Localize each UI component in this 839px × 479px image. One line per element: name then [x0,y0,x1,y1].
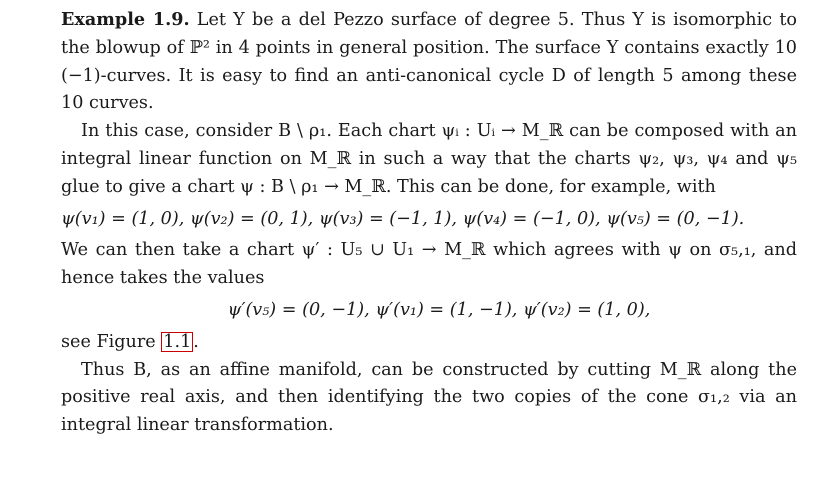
paper-body [61,6,797,440]
equation-psi-values: ψ(v₁) = (1, 0), ψ(v₂) = (0, 1), ψ(v₃) = (−1, 1), ψ(v₄) = (−1, 0), ψ(v₅) = (0, −1). [61,208,745,229]
chart-paragraph: In this case, consider B \ ρ₁. Each chart ψᵢ : Uᵢ → M_ℝ can be composed with an integral linear function on M_ℝ in such a way that the charts ψ₂, ψ₃, ψ₄ and ψ₅ glue to give a chart ψ : B \ ρ₁ → M_ℝ. This can be done, for example, with [61,121,797,197]
figure-reference-line [61,329,797,357]
figure-ref-prefix: see Figure [61,331,156,352]
chart-psi-prime-paragraph: We can then take a chart ψ′ : U₅ ∪ U₁ → M_ℝ which agrees with ψ on σ₅,₁, and hence takes the values [61,240,797,289]
equation-psi-prime-values: ψ′(v₅) = (0, −1), ψ′(v₁) = (1, −1), ψ′(v₂) = (1, 0), [227,299,651,320]
example-paragraph [61,6,797,118]
example-heading: Example 1.9. [61,9,190,30]
example-text: Let Y be a del Pezzo surface of degree 5. Thus Y is isomorphic to the blowup of ℙ² in 4 points in general position. The surface Y contains exactly 10 (−1)-curves. It is easy to find an anti-canonical cycle D of length 5 among these 10 curves. [61,10,797,114]
affine-manifold-paragraph: Thus B, as an affine manifold, can be constructed by cutting M_ℝ along the positive real axis, and then identifying the two copies of the cone σ₁,₂ via an integral linear transformation. [61,359,797,436]
figure-ref-link[interactable]: 1.1 [163,331,192,352]
figure-ref-suffix: . [193,331,199,352]
